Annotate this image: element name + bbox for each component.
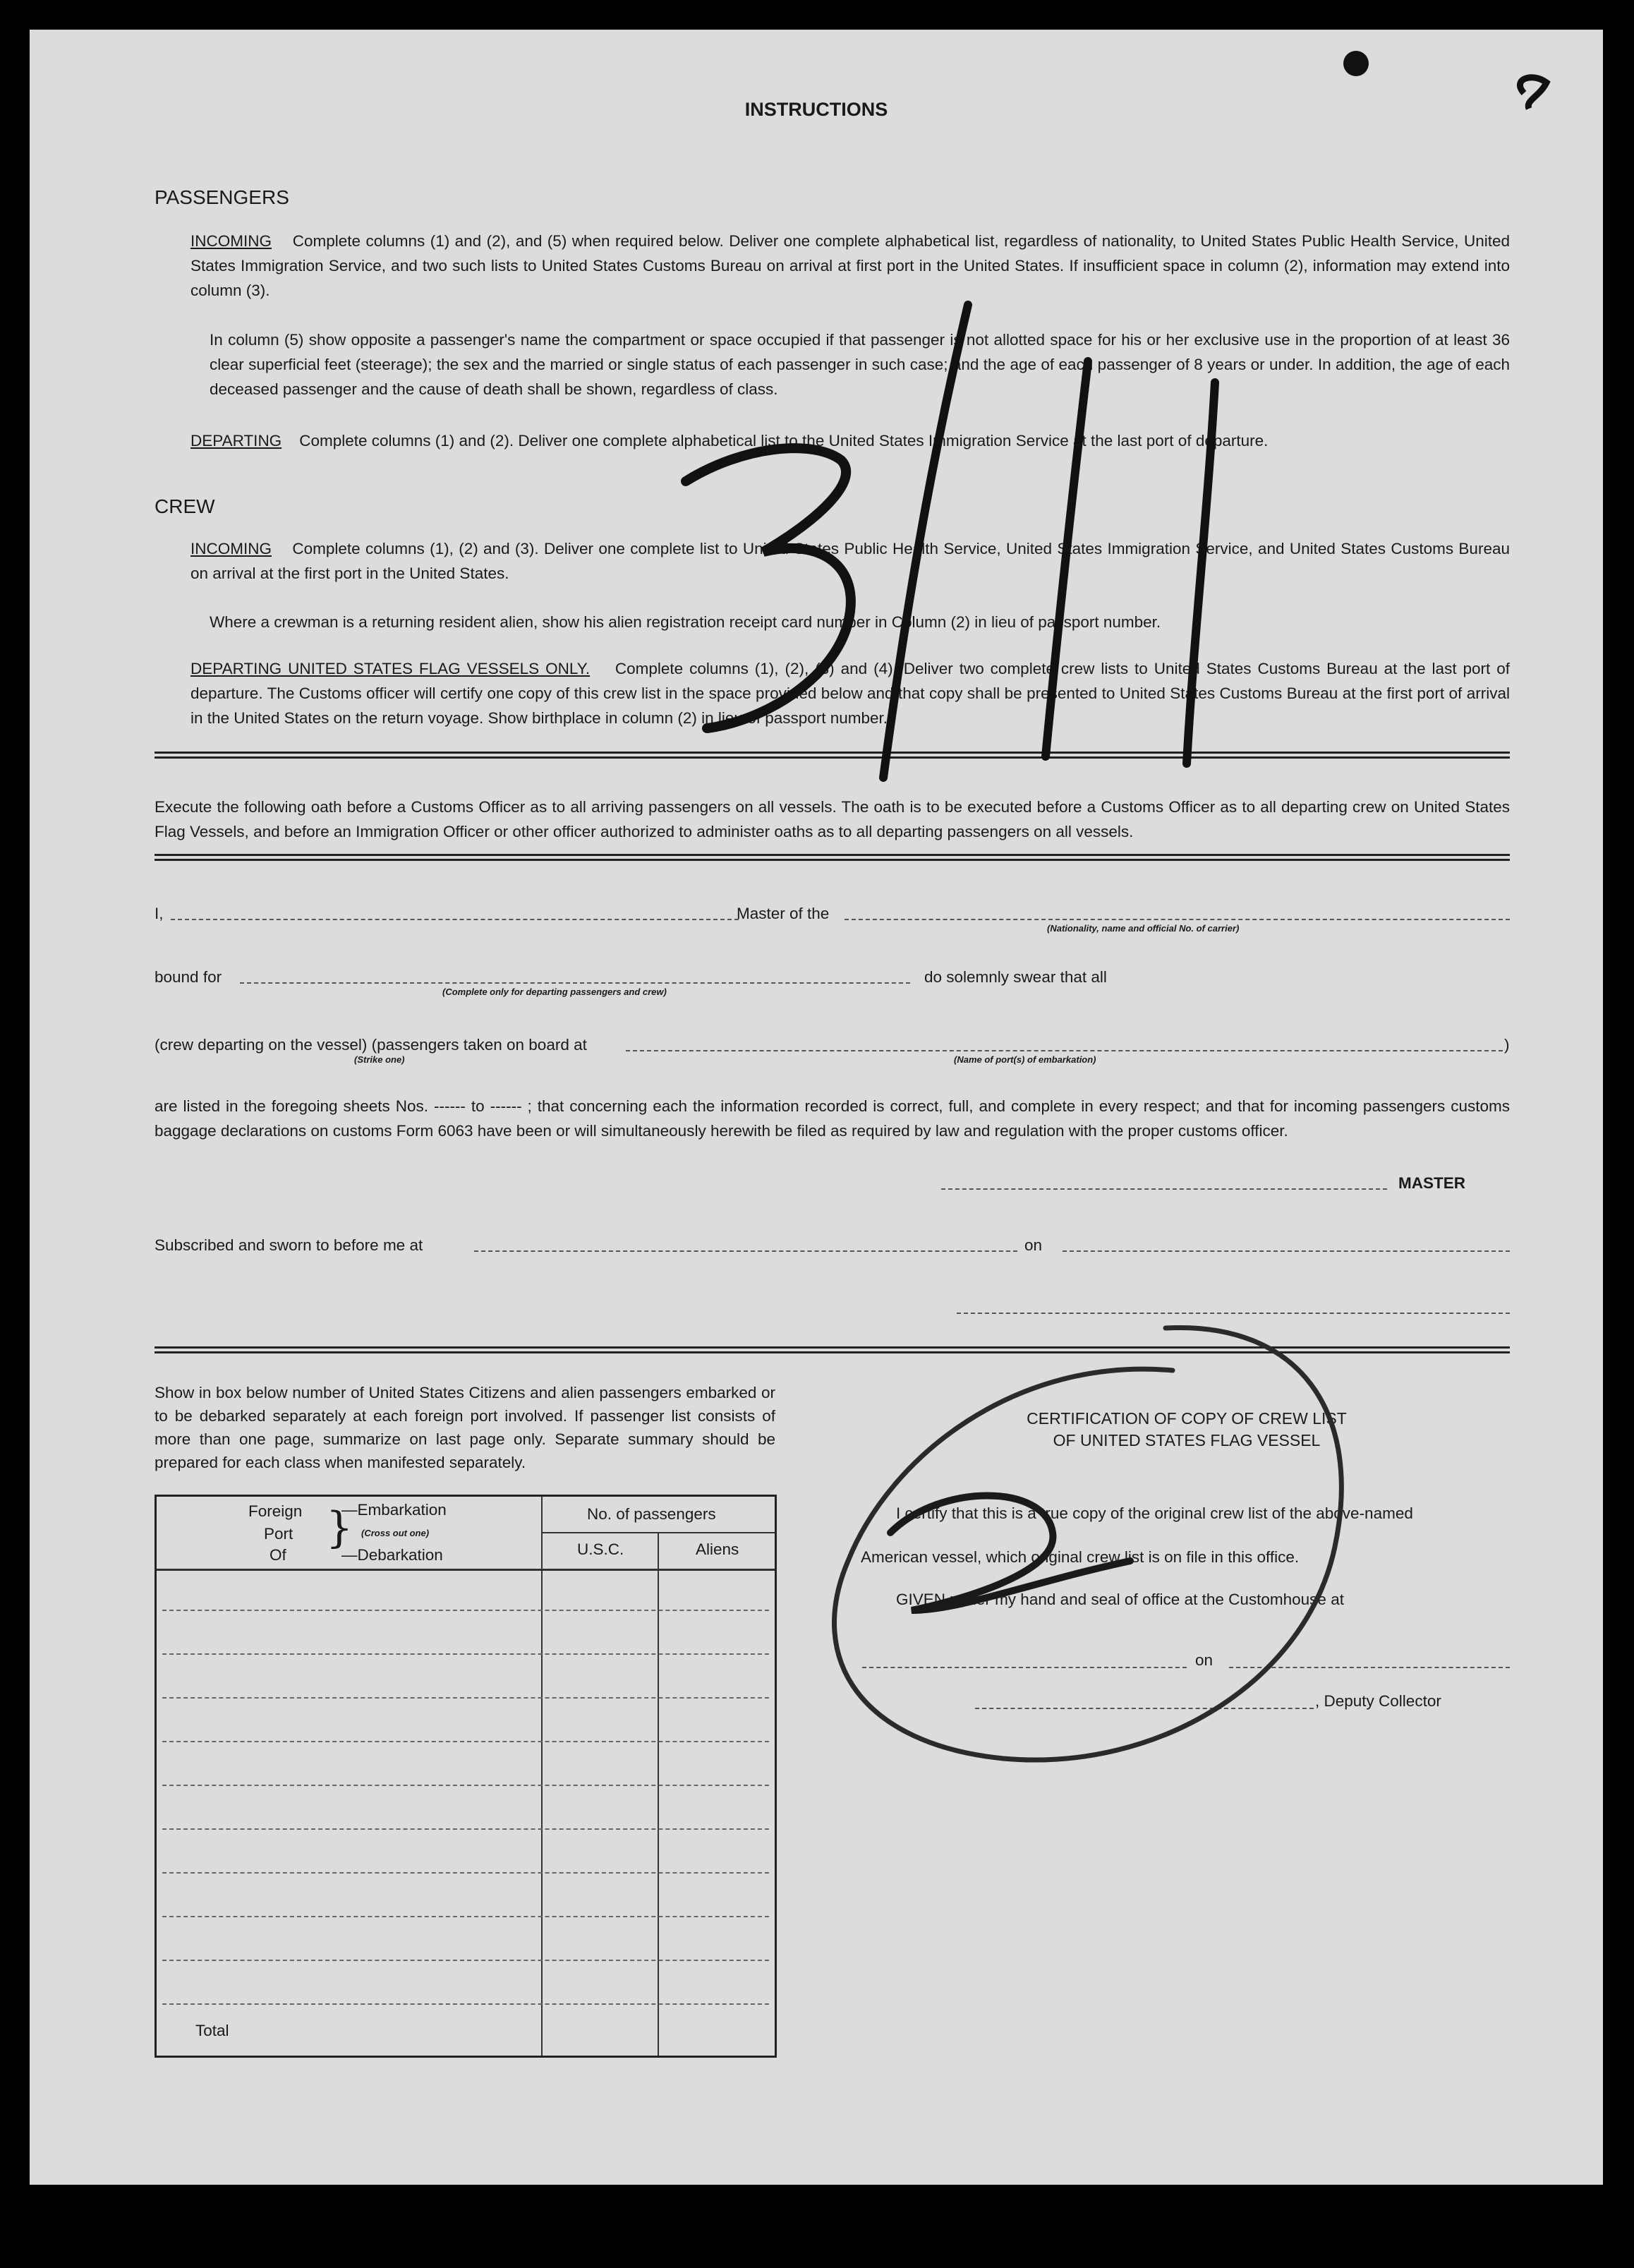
aliens-label: Aliens (696, 1540, 739, 1558)
close-paren: ) (1504, 1036, 1510, 1054)
ports-note: (Name of port(s) of embarkation) (954, 1054, 1096, 1065)
punch-hole-icon (1343, 51, 1369, 76)
crew-incoming-text: Complete columns (1), (2) and (3). Deliver one complete list to United States Public Health Service, United States Immigration Service, and United States Customs Bureau on arrival at the first port in the United States. (190, 540, 1510, 582)
cert-on-label: on (1195, 1651, 1214, 1669)
handwriting-overlay (30, 30, 1603, 2185)
handwritten-circle (835, 1327, 1342, 1760)
col-foreign-label: Foreign (248, 1502, 303, 1520)
cross-out-note: (Cross out one) (361, 1528, 430, 1538)
solemnly-swear-label: do solemnly swear that all (924, 968, 1107, 986)
certification-title-2: OF UNITED STATES FLAG VESSEL (1053, 1431, 1321, 1449)
certify-line-1: I certify that this is a true copy of the original crew list of the above-named (896, 1504, 1413, 1522)
col-port-label: Port (264, 1525, 293, 1543)
passengers-incoming-label: INCOMING (190, 232, 272, 250)
embarkation-label: —Embarkation (341, 1501, 447, 1519)
page-title: INSTRUCTIONS (744, 99, 888, 120)
deputy-collector-label: , Deputy Collector (1315, 1692, 1441, 1710)
oath-intro: Execute the following oath before a Customs Officer as to all arriving passengers on all vessels. The oath is to be executed before a Customs Officer as to all departing crew on United States Flag Vessels, and before an Immigration Officer or other officer authorized to administer oaths as to all departing passengers on all vessels. (155, 798, 1510, 840)
corner-mark-icon (1520, 78, 1547, 109)
handwritten-two (890, 1496, 1130, 1611)
total-label: Total (195, 2022, 229, 2039)
passengers-incoming-text: Complete columns (1) and (2), and (5) when required below. Deliver one complete alphabetical list, regardless of nationality, to United States Public Health Service, United States Immigration Service, and two such lists to United States Customs Bureau on arrival at first port in the United States. If insufficient space in column (2), information may extend into column (3). (190, 232, 1510, 299)
crew-heading: CREW (155, 495, 215, 517)
strike-note: (Strike one) (354, 1054, 405, 1065)
bound-note: (Complete only for departing passengers and crew) (442, 987, 667, 997)
passengers-departing-text: Complete columns (1) and (2). Deliver one complete alphabetical list to the United States Immigration Service at the last port of departure. (299, 432, 1269, 450)
crew-departing-label-text: (crew departing on the vessel) (passengers taken on board at (155, 1036, 587, 1054)
handwritten-one-a (1046, 361, 1088, 756)
usc-label: U.S.C. (577, 1540, 624, 1558)
summary-instructions: Show in box below number of United States Citizens and alien passengers embarked or to be debarked separately at each foreign port involved. If passenger list consists of more than one page, summarize on last page only. Separate summary should be prepared for each class when manifested separately. (155, 1384, 775, 1471)
crew-departing-text: Complete columns (1), (2), (3) and (4). Deliver two complete crew lists to United States Customs Bureau at the last port of departure. The Customs officer will certify one copy of this crew list in the space provided below and that copy shall be presented to United States Customs Bureau at the first port of arrival in the United States on the return voyage. Show birthplace in column (2) in lieu of passport number. (190, 660, 1510, 727)
bound-for-label: bound for (155, 968, 222, 986)
crew-departing-label: DEPARTING UNITED STATES FLAG VESSELS ONLY. (190, 660, 591, 677)
certify-line-2: American vessel, which original crew list is on file in this office. (861, 1548, 1300, 1566)
brace-icon: } (326, 1503, 353, 1552)
document-sheet (30, 30, 1603, 2185)
given-line: GIVEN under my hand and seal of office at the Customhouse at (896, 1591, 1344, 1608)
oath-i-label: I, (155, 905, 164, 922)
passengers-departing-label: DEPARTING (190, 432, 282, 450)
master-of-the-label: Master of the (737, 905, 830, 922)
passengers-column5-paragraph: In column (5) show opposite a passenger's name the compartment or space occupied if that passenger is not allotted space for his or her exclusive use in the proportion of at least 36 clear superficial feet (steerage); the sex and the married or single status of each passenger in such case; and the age of each passenger of 8 years or under. In addition, the age of each deceased passenger and the cause of death shall be shown, regardless of class. (210, 331, 1510, 398)
subscribed-on-label: on (1024, 1236, 1043, 1254)
certification-title-1: CERTIFICATION OF COPY OF CREW LIST (1027, 1409, 1347, 1428)
passengers-heading: PASSENGERS (155, 186, 289, 208)
debarkation-label: —Debarkation (341, 1546, 443, 1564)
crew-incoming-label: INCOMING (190, 540, 272, 557)
handwritten-one-b (1187, 382, 1215, 764)
handwritten-three (686, 448, 851, 728)
crew-resident-paragraph: Where a crewman is a returning resident alien, show his alien registration receipt card number in Column (2) in lieu of passport number. (210, 613, 1161, 631)
oath-listed-paragraph: are listed in the foregoing sheets Nos. ------ to ------ ; that concerning each the information recorded is correct, full, and complete in every respect; and that for incoming passengers customs baggage declarations on customs Form 6063 have been or will simultaneously herewith be filed as required by law and regulation with the proper customs officer. (155, 1097, 1510, 1140)
no-passengers-label: No. of passengers (587, 1505, 716, 1523)
master-label: MASTER (1398, 1174, 1465, 1192)
nationality-note: (Nationality, name and official No. of carrier) (1047, 923, 1240, 934)
subscribed-label: Subscribed and sworn to before me at (155, 1236, 423, 1254)
handwritten-slash (883, 305, 968, 778)
col-of-label: Of (270, 1546, 286, 1564)
